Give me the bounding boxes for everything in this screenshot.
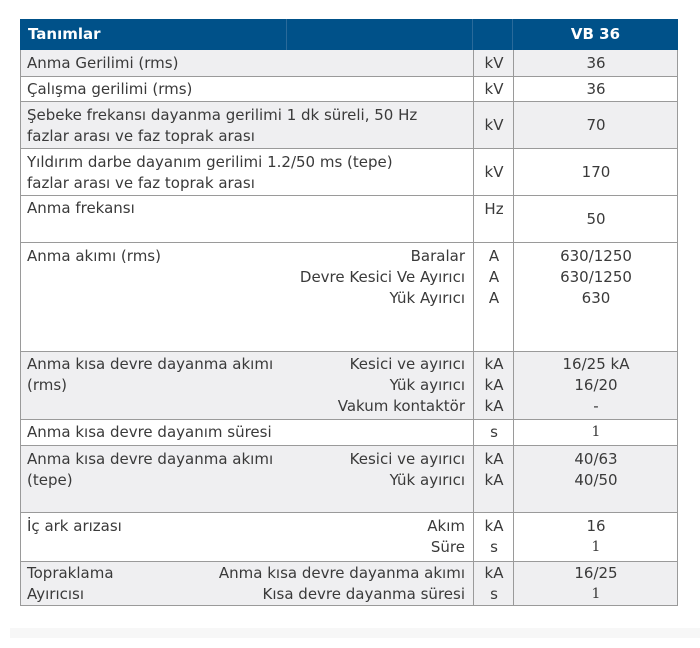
- row-unit-line: s: [490, 538, 498, 556]
- row-description-line: Anma kısa devre dayanım süresi: [27, 423, 272, 441]
- row-sub-labels: [219, 563, 465, 605]
- row-sub-labels-line: Kesici ve ayırıcı: [349, 355, 465, 373]
- row-description: [27, 516, 122, 537]
- row-description: [27, 449, 273, 491]
- row-value-line: 630/1250: [560, 268, 632, 286]
- row-unit: [474, 563, 514, 605]
- row-sub-labels-line: Yük Ayırıcı: [389, 289, 465, 307]
- row-value: [514, 563, 678, 605]
- row-sub-labels-line: Devre Kesici Ve Ayırıcı: [299, 268, 465, 286]
- row-sub-labels-line: Kesici ve ayırıcı: [349, 450, 465, 468]
- row-value-line: 630: [581, 289, 611, 307]
- row-sub-labels-line: Vakum kontaktör: [337, 397, 465, 415]
- header-definitions: Tanımlar: [28, 25, 101, 43]
- row-description: [27, 354, 273, 396]
- row-unit-line: kV: [484, 80, 504, 98]
- row-unit-line: kV: [484, 163, 504, 181]
- row-description-line: Anma kısa devre dayanma akımı: [27, 355, 274, 373]
- row-value: [514, 115, 678, 136]
- row-unit-line: A: [488, 289, 500, 307]
- row-value: [514, 53, 678, 74]
- row-value: [514, 79, 678, 100]
- row-value: [514, 246, 678, 309]
- row-value-line: 16/25: [574, 564, 618, 582]
- row-description: [27, 422, 272, 443]
- row-description-line: Ayırıcısı: [27, 585, 85, 603]
- row-unit: [474, 79, 514, 100]
- row-sub-labels-line: Kısa devre dayanma süresi: [262, 585, 465, 603]
- table-row: [20, 420, 678, 446]
- row-description-line: fazlar arası ve faz toprak arası: [27, 174, 255, 192]
- row-unit-line: A: [488, 268, 500, 286]
- table-row: [20, 513, 678, 562]
- row-value-line: 16/25 kA: [562, 355, 630, 373]
- row-unit-line: kA: [484, 564, 504, 582]
- row-value-line: 630/1250: [560, 247, 632, 265]
- row-sub-labels-line: Baralar: [410, 247, 465, 265]
- row-unit: [474, 516, 514, 558]
- table-row: [20, 243, 678, 352]
- row-description: [27, 79, 192, 100]
- row-description-line: Topraklama: [27, 564, 114, 582]
- row-value-line: 170: [581, 163, 611, 181]
- row-unit: [474, 422, 514, 443]
- footer-band: [10, 628, 700, 638]
- table-row: [20, 446, 678, 513]
- row-value-line: 16/20: [574, 376, 618, 394]
- row-sub-labels-line: Süre: [430, 538, 465, 556]
- table-row: [20, 562, 678, 606]
- row-value: [514, 354, 678, 417]
- row-unit: [474, 53, 514, 74]
- row-value-line: 70: [586, 116, 606, 134]
- row-unit-line: kA: [484, 517, 504, 535]
- row-unit: [474, 199, 514, 220]
- row-description-line: fazlar arası ve faz toprak arası: [27, 127, 255, 145]
- row-value-line: 36: [586, 54, 606, 72]
- row-sub-labels-line: Akım: [427, 517, 465, 535]
- row-description-line: İç ark arızası: [27, 517, 122, 535]
- row-description-line: Anma kısa devre dayanma akımı: [27, 450, 274, 468]
- row-description-line: (rms): [27, 376, 68, 394]
- table-row: [20, 77, 678, 102]
- row-description-line: Şebeke frekansı dayanma gerilimi 1 dk süreli, 50 Hz: [27, 106, 418, 124]
- header-model: VB 36: [570, 25, 621, 43]
- table-header: [20, 19, 678, 50]
- table-row: [20, 352, 678, 420]
- row-value: [514, 449, 678, 491]
- row-unit-line: s: [490, 423, 498, 441]
- row-description-line: Anma akımı (rms): [27, 247, 161, 265]
- row-sub-labels: [338, 354, 465, 417]
- row-value: [514, 516, 678, 558]
- table-row: [20, 102, 678, 149]
- row-description: [27, 105, 417, 147]
- row-value-line: 36: [586, 80, 606, 98]
- row-unit: [474, 115, 514, 136]
- row-value-line: 1: [591, 424, 601, 440]
- row-unit-line: kA: [484, 376, 504, 394]
- row-value-line: 40/63: [574, 450, 618, 468]
- row-value-line: 1: [591, 586, 601, 602]
- row-value: [514, 209, 678, 230]
- row-sub-labels: [300, 246, 465, 309]
- row-unit-line: kA: [484, 471, 504, 489]
- row-unit-line: s: [490, 585, 498, 603]
- row-description: [27, 198, 135, 219]
- spec-table: [20, 19, 678, 606]
- row-unit: [474, 354, 514, 417]
- row-description: [27, 53, 178, 74]
- row-description: [27, 152, 393, 194]
- row-unit-line: kA: [484, 397, 504, 415]
- row-unit-line: kV: [484, 116, 504, 134]
- row-value-line: 16: [586, 517, 606, 535]
- table-row: [20, 196, 678, 243]
- row-value: [514, 422, 678, 443]
- row-description-line: (tepe): [27, 471, 73, 489]
- row-unit-line: Hz: [484, 200, 504, 218]
- row-sub-labels: [350, 449, 465, 491]
- table-row: [20, 149, 678, 196]
- row-unit: [474, 162, 514, 183]
- row-value-line: -: [593, 397, 599, 415]
- row-description-line: Anma frekansı: [27, 199, 135, 217]
- row-value-line: 50: [586, 210, 606, 228]
- row-value-line: 40/50: [574, 471, 618, 489]
- row-value-line: 1: [591, 539, 601, 555]
- row-description-line: Çalışma gerilimi (rms): [27, 80, 193, 98]
- table-row: [20, 50, 678, 77]
- row-sub-labels-line: Yük ayırıcı: [389, 376, 465, 394]
- row-description-line: Anma Gerilimi (rms): [27, 54, 179, 72]
- row-description: [27, 246, 161, 267]
- row-unit-line: A: [488, 247, 500, 265]
- row-unit-line: kV: [484, 54, 504, 72]
- row-sub-labels-line: Yük ayırıcı: [389, 471, 465, 489]
- row-sub-labels: [427, 516, 465, 558]
- row-value: [514, 162, 678, 183]
- row-unit: [474, 246, 514, 309]
- row-description-line: Yıldırım darbe dayanım gerilimi 1.2/50 ms (tepe): [27, 153, 393, 171]
- row-sub-labels-line: Anma kısa devre dayanma akımı: [218, 564, 465, 582]
- row-unit-line: kA: [484, 355, 504, 373]
- row-unit: [474, 449, 514, 491]
- row-description: [27, 563, 114, 605]
- row-unit-line: kA: [484, 450, 504, 468]
